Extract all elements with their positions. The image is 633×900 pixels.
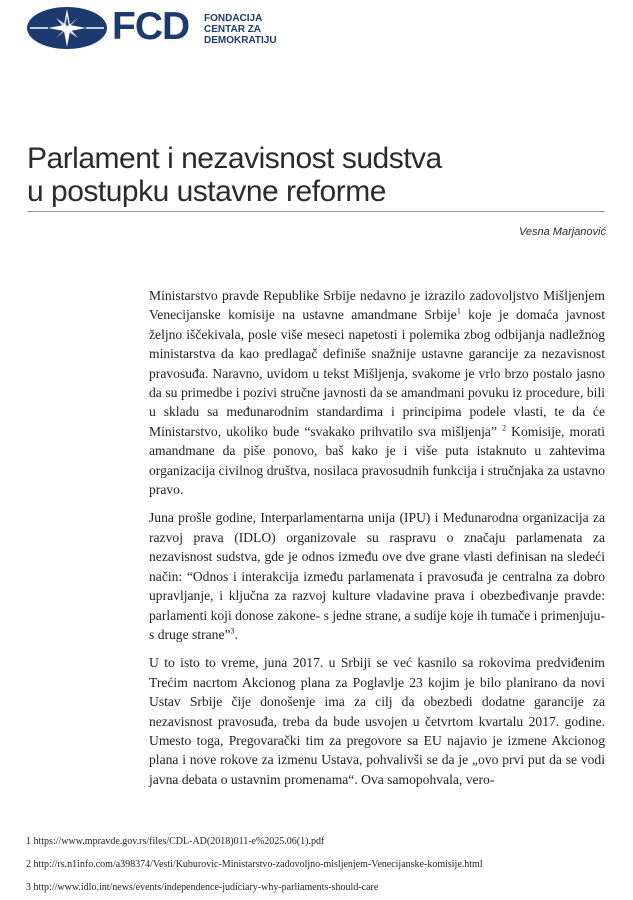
paragraph-text: Ministarstvo pravde Republike Srbije nedavno je izrazilo zadovoljstvo Mišljenjem Venecijanske komisije na ustavne amandmane Srbije [149,288,605,323]
title-line: Parlament i nezavisnost sudstva [27,142,442,175]
paragraph [149,508,605,644]
header [26,6,326,50]
footnote[interactable]: 2 http://rs.n1info.com/a398374/Vesti/Kuburovic-Ministarstvo-zadovoljno-misljenjem-Venecijanske-komisije.html [26,859,483,870]
paragraph-text: Juna prošle godine, Interparlamentarna unija (IPU) i Međunarodna organizacija za razvoj prava (IDLO) organizovale su raspravu o značaju parlamenata za nezavisnost sudstva, gde je odnos između ove dve grane vlasti definisan na sledeći način: “Odnos i interakcija između parlamenata i pravosuđa je centralna za dobro upravljanje, i ključna za razvoj kulture vladavine prava i obezbeđivanje pravde: parlamenti koji donose zakone- s jedne strane, a sudije koje ih tumače i primenjuju- s druge strane” [149,510,605,642]
paragraph-text: Komisije, morati amandmane da piše ponovo, baš kako je i više puta istaknuto u zahtevima organizacija civilnog društva, nosilaca pravosudnih funkcija i stručnjaka za ustavno pravo. [149,423,605,498]
footnote[interactable]: 3 http://www.idlo.int/news/events/independence-judiciary-why-parliaments-should-care [26,882,379,893]
logo-text [204,13,277,46]
paragraph [149,653,605,789]
footnote-ref[interactable]: 2 [502,423,507,433]
author: Vesna Marjanović [518,226,606,238]
title-line: u postupku ustavne reforme [27,175,386,208]
logo-text-line: CENTAR ZA [204,24,262,35]
paragraph [149,286,605,499]
footnote-ref[interactable]: 3 [230,626,235,636]
title-divider [27,211,605,212]
logo-letters: FCD [112,5,190,48]
footnote-ref[interactable]: 1 [456,306,461,316]
page-title [27,142,617,208]
footnote[interactable]: 1 https://www.mpravde.gov.rs/files/CDL-AD(2018)011-e%2025.06(1).pdf [26,836,325,847]
paragraph-text: koje je domaća javnost željno iščekivala, posle više meseci napetosti i polemika zbog odbijanja nadležnog ministarstva da kao predlagač definiše snažnije ustavne garancije za nezavisnost pravosuđa. Naravno, uvidom u tekst Mišljenja, svakome je vrlo brzo postalo jasno da su primedbe i pozivi stručne javnosti da se amandmani povuku iz procedure, bili u skladu sa međunarodnim standardima i principima podele vlasti, te da će Ministarstvo, ukoliko bude “svakako prihvatilo sva mišljenja” [149,307,605,439]
logo-text-line: FONDACIJA [204,13,263,24]
paragraph-text: U to isto to vreme, juna 2017. u Srbiji se već kasnilo sa rokovima predviđenim Trećim nacrtom Akcionog plana za Poglavlje 23 kojim je bilo planirano da novi Ustav Srbije čije donošenje ima za cilj da obezbedi dodatne garancije za nezavisnost pravosuđa, treba da bude usvojen u četvrtom kvartalu 2017. godine. Umesto toga, Pregovarački tim za pregovore sa EU najavio je izmene Akcionog plana i nove rokove za izmenu Ustava, pohvalivši se da je „ovo prvi put da se vodi javna debata o ustavnim promenama“. Ova samopohvala, vero- [149,655,605,787]
compass-star-icon [26,6,108,50]
logo-text-line: DEMOKRATIJU [204,35,277,46]
paragraph-text: . [234,626,238,642]
article-body [149,286,605,798]
